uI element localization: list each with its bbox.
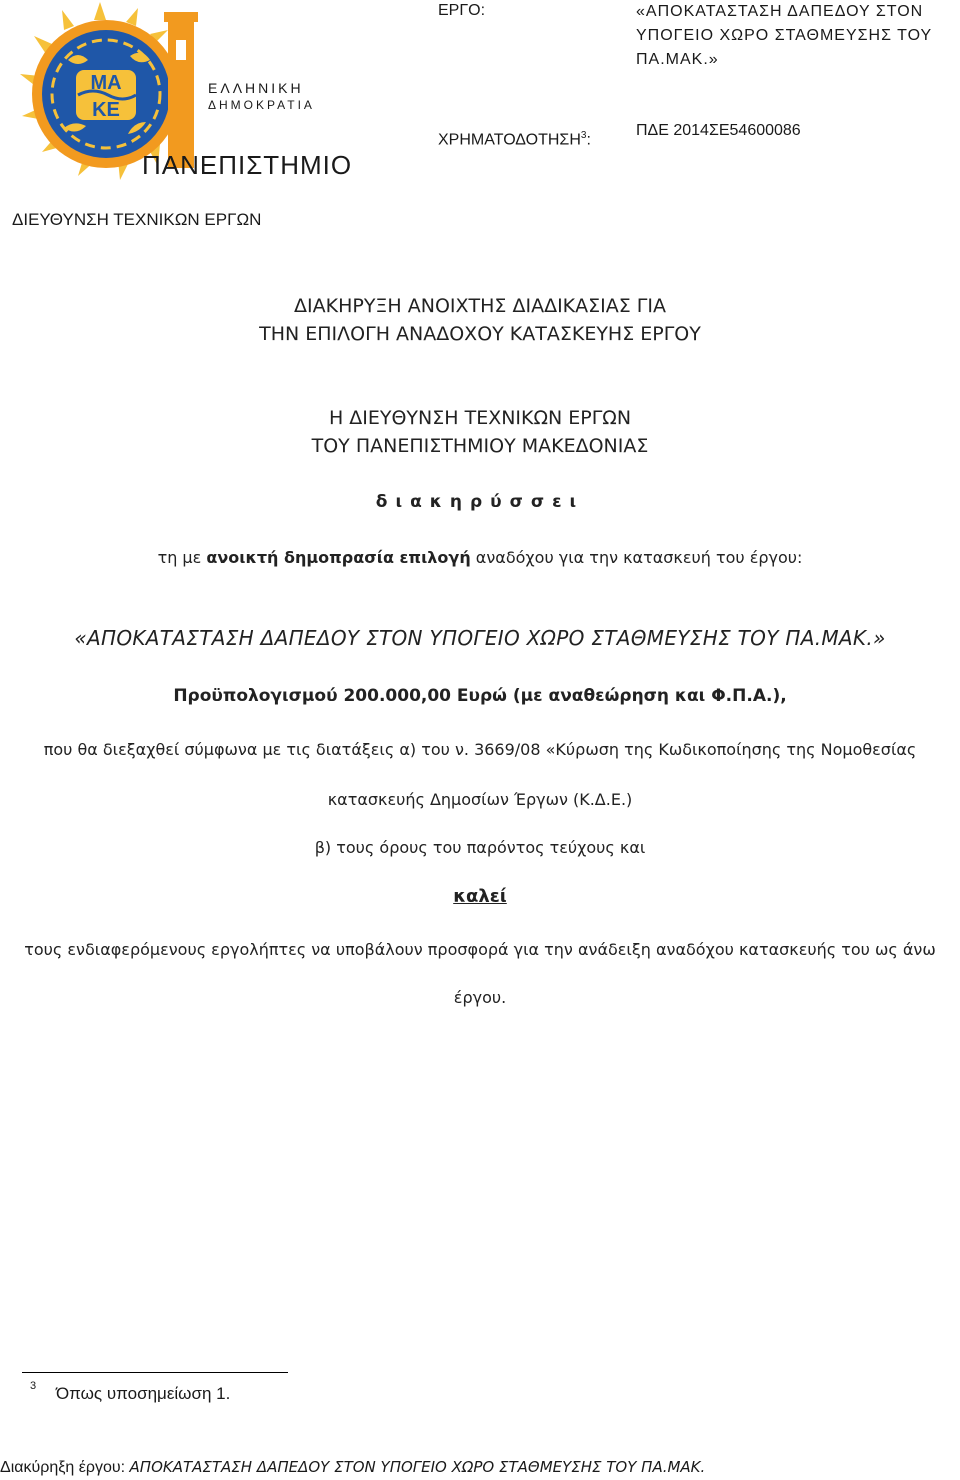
project-title: «ΑΠΟΚΑΤΑΣΤΑΣΗ ΔΑΠΕΔΟΥ ΣΤΟΝ ΥΠΟΓΕΙΟ ΧΩΡΟ ΣΤΑΘΜΕΥΣΗΣ ΤΟΥ ΠΑ.ΜΑΚ.» <box>74 626 886 650</box>
funding-label <box>438 130 591 149</box>
document-title <box>0 292 960 348</box>
terms-line-3: β) τους όρους του παρόντος τεύχους και <box>314 838 646 857</box>
footnote-number: 3 <box>30 1380 37 1392</box>
footnote-text: Όπως υποσημείωση 1. <box>56 1384 231 1403</box>
authority-line-2: ΤΟΥ ΠΑΝΕΠΙΣΤΗΜΙΟΥ ΜΑΚΕΔΟΝΙΑΣ <box>311 435 649 457</box>
svg-text:ΜΑ: ΜΑ <box>90 72 122 94</box>
funding-label-colon: : <box>586 131 591 149</box>
page-footer <box>0 1458 705 1477</box>
project-value: «ΑΠΟΚΑΤΑΣΤΑΣΗ ΔΑΠΕΔΟΥ ΣΤΟΝ ΥΠΟΓΕΙΟ ΧΩΡΟ ΣΤΑΘΜΕΥΣΗΣ ΤΟΥ ΠΑ.ΜΑΚ.» <box>636 3 932 68</box>
title-line-2: ΤΗΝ ΕΠΙΛΟΓΗ ΑΝΑΔΟΧΟΥ ΚΑΤΑΣΚΕΥΗΣ ΕΡΓΟΥ <box>259 323 701 345</box>
funding-footnote-ref: 3 <box>580 130 587 141</box>
logo-line-2: ΔΗΜΟΚΡΑΤΙΑ <box>208 98 315 112</box>
terms-line-1: που θα διεξαχθεί σύμφωνα με τις διατάξεις α) του ν. 3669/08 «Κύρωση της Κωδικοποίησης της Νομοθεσίας <box>43 740 917 759</box>
intro-pre: τη με <box>157 548 207 567</box>
footer-label: Διακύρηξη έργου: <box>0 1459 126 1476</box>
intro-paragraph <box>0 548 960 567</box>
funding-value: ΠΔΕ 2014ΣΕ54600086 <box>636 122 801 139</box>
authority-line-1: Η ΔΙΕΥΘΥΝΣΗ ΤΕΧΝΙΚΩΝ ΕΡΓΩΝ <box>328 407 632 429</box>
footnote-separator <box>22 1372 288 1373</box>
department: ΔΙΕΥΘΥΝΣΗ ΤΕΧΝΙΚΩΝ ΕΡΓΩΝ <box>12 210 262 229</box>
budget-line: Προϋπολογισμού 200.000,00 Ευρώ (με αναθεώρηση και Φ.Π.Α.), <box>173 686 787 706</box>
logo-line-1: ΕΛΛΗΝΙΚΗ <box>208 80 304 96</box>
project-label: ΕΡΓΟ: <box>438 2 486 19</box>
terms-line-2: κατασκευής Δημοσίων Έργων (Κ.Δ.Ε.) <box>327 790 633 809</box>
declares-heading: διακηρύσσει <box>375 492 585 512</box>
footer-value: ΑΠΟΚΑΤΑΣΤΑΣΗ ΔΑΠΕΔΟΥ ΣΤΟΝ ΥΠΟΓΕΙΟ ΧΩΡΟ ΣΤΑΘΜΕΥΣΗΣ ΤΟΥ ΠΑ.ΜΑΚ. <box>129 1458 706 1476</box>
issuing-authority <box>0 404 960 460</box>
funding-label-text: ΧΡΗΜΑΤΟΔΟΤΗΣΗ <box>438 131 581 149</box>
logo-university-word: ΠΑΝΕΠΙΣΤΗΜΙΟ <box>142 150 353 180</box>
calls-heading: καλεί <box>453 886 507 907</box>
intro-post: αναδόχου για την κατασκευή του έργου: <box>470 548 803 567</box>
university-logo <box>18 0 353 190</box>
svg-text:ΚΕ: ΚΕ <box>92 99 120 121</box>
intro-bold: ανοικτή δημοπρασία επιλογή <box>206 548 471 567</box>
invitation-line-2: έργου. <box>453 988 507 1007</box>
title-line-1: ΔΙΑΚΗΡΥΞΗ ΑΝΟΙΧΤΗΣ ΔΙΑΔΙΚΑΣΙΑΣ ΓΙΑ <box>294 295 666 317</box>
invitation-line-1: τους ενδιαφερόμενους εργολήπτες να υποβάλουν προσφορά για την ανάδειξη αναδόχου κατασκευής του ως άνω <box>24 940 936 959</box>
